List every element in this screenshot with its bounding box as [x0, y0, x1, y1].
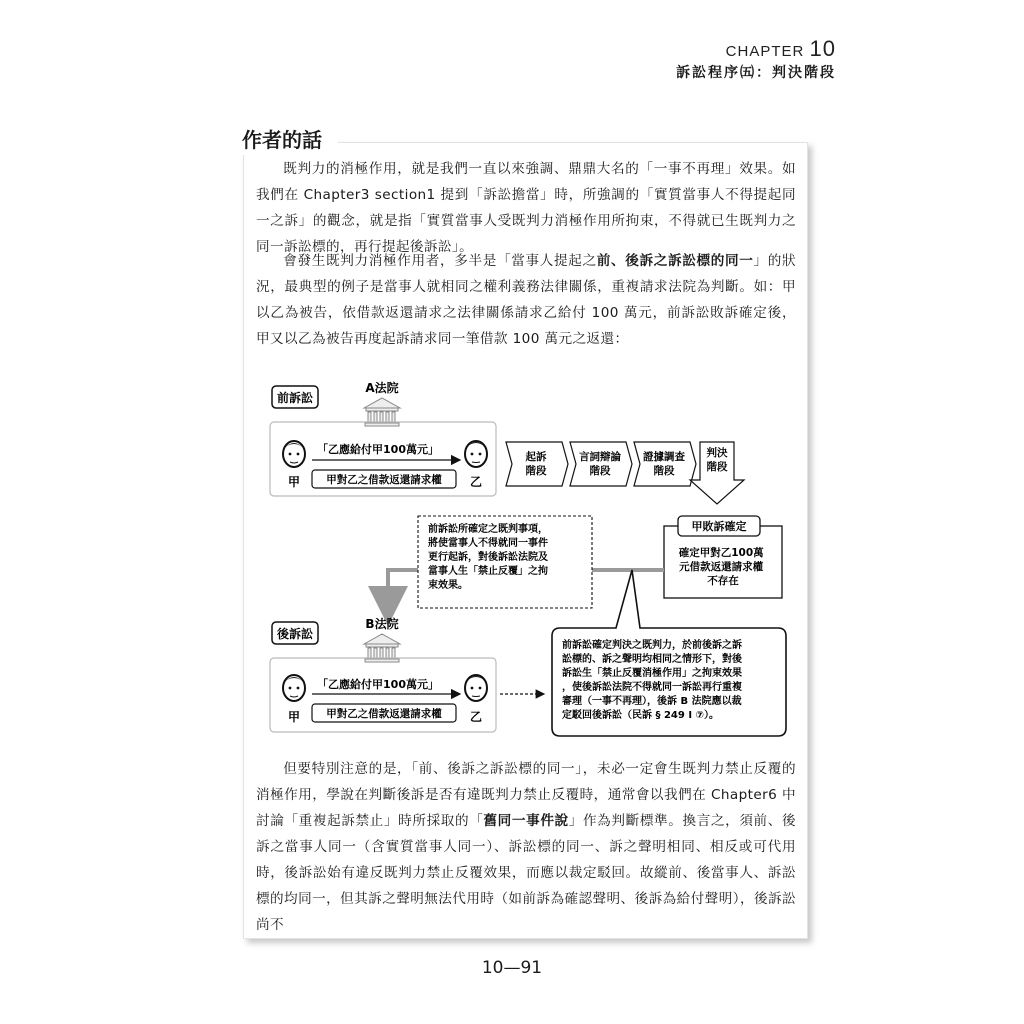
paragraph-3-text: [256, 756, 796, 938]
loss-label: 甲敗訴確定: [691, 520, 747, 533]
chapter-number: 10: [809, 36, 836, 61]
paragraph-2-part-c: 」的狀況，最典型的例子是當事人就相同之權利義務法律關係，重複請求法院為判斷。如：甲以乙為被告，依借款返還請求之法律關係請求乙給付 100 萬元，前訴訟敗訴確定後，甲又以乙為被告再度起訴請求同一筆借款 100 萬元之返還：: [256, 253, 796, 347]
paragraph-1-text: 既判力的消極作用，就是我們一直以來強調、鼎鼎大名的「一事不再理」效果。如我們在 Chapter3 section1 提到「訴訟擔當」時，所強調的「實質當事人不得提起同一之訴」的觀念，就是指「實質當事人受既判力消極作用所拘束，不得就已生既判力之同一訴訟標的，再行提起後訴訟」。: [256, 161, 796, 255]
stage-arrow-1: [506, 442, 568, 486]
callout-line-6: 定駁回後訴訟（民訴 § 249 Ⅰ ⑦）。: [562, 710, 719, 721]
stage-1-line-2: 階段: [525, 465, 547, 477]
stage-4-line-1: 判決: [706, 447, 728, 459]
litigation-diagram: [256, 378, 796, 750]
callout-line-3: 訴訟生「禁止反覆消極作用」之拘束效果: [562, 668, 742, 679]
author-note-title: 作者的話: [232, 122, 338, 155]
paragraph-3: [256, 756, 796, 938]
dashed-note-line-1: 前訴訟所確定之既判事項，: [428, 524, 548, 535]
paragraph-1: [256, 156, 796, 260]
party-b-face-back-icon: [465, 675, 487, 701]
stage-1-line-1: 起訴: [525, 451, 547, 463]
claim-front: 「乙應給付甲100萬元」: [317, 443, 439, 456]
stage-3-line-2: 階段: [653, 465, 675, 477]
party-a-back: 甲: [287, 710, 301, 724]
dashed-note-line-3: 更行起訴，對後訴訟法院及: [428, 552, 548, 563]
paragraph-3-part-a: 但要特別注意的是，「前、後訴之訴訟標的同一」，未必一定會生既判力禁止反覆的消極作用，學說在判斷後訴是否有違既判力禁止反覆時，通常會以我們在 Chapter6 中討論「重複起訴禁止」時所採取的「: [256, 761, 796, 829]
paragraph-2: [256, 248, 796, 352]
loss-text-line-3: 不存在: [707, 575, 739, 587]
stage-2-line-2: 階段: [589, 465, 611, 477]
party-a-front: 甲: [287, 475, 301, 489]
callout-line-2: 訟標的、訴之聲明均相同之情形下，對後: [562, 654, 742, 665]
front-suit-label: 前訴訟: [276, 391, 314, 405]
loss-text-line-2: 元借款返還請求權: [679, 561, 764, 573]
chapter-title: 訴訟程序㈤：判決階段: [676, 65, 836, 81]
dashed-note-line-5: 束效果。: [428, 580, 468, 591]
party-b-face-front-icon: [465, 441, 487, 467]
party-b-front: 乙: [469, 475, 483, 489]
callout-line-5: 審理（一事不再理），後訴 B 法院應以裁: [562, 696, 742, 707]
dashed-note-line-2: 將使當事人不得就同一事件: [428, 538, 548, 549]
page-number: 10—91: [481, 958, 543, 978]
right-back-label: 甲對乙之借款返還請求權: [326, 708, 442, 720]
claim-back: 「乙應給付甲100萬元」: [317, 678, 439, 691]
stage-4-line-2: 階段: [706, 461, 728, 473]
stage-2-line-1: 言詞辯論: [579, 451, 621, 463]
court-b-label: B法院: [365, 617, 399, 631]
paragraph-2-bold: 前、後訴之訴訟標的同一: [596, 253, 754, 269]
paragraph-3-part-c: 」作為判斷標準。換言之，須前、後訴之當事人同一（含實質當事人同一）、訴訟標的同一、訴之聲明相同、相反或可代用時，後訴訟始有違反既判力禁止反覆效果，而應以裁定駁回。故縱前、後當事人、訴訟標的均同一，但其訴之聲明無法代用時（如前訴為確認聲明、後訴為給付聲明），後訴訟尚不: [256, 813, 796, 933]
stage-3-line-1: 證據調查: [643, 451, 685, 463]
party-b-back: 乙: [469, 710, 483, 724]
chapter-heading: [726, 36, 836, 62]
paragraph-3-bold: 舊同一事件說: [483, 813, 569, 829]
loss-text-line-1: 確定甲對乙100萬: [678, 547, 764, 559]
party-a-face-front-icon: [283, 441, 305, 467]
callout-line-4: ，使後訴訟法院不得就同一訴訟再行重複: [562, 682, 742, 693]
stage-arrow-3: [634, 442, 696, 486]
back-suit-label: 後訴訟: [276, 627, 314, 641]
party-a-face-back-icon: [283, 675, 305, 701]
callout-line-1: 前訴訟確定判決之既判力，於前後訴之訴: [562, 640, 742, 651]
paragraph-2-part-a: 會發生既判力消極作用者，多半是「當事人提起之: [283, 253, 597, 269]
dashed-note-line-4: 當事人生「禁止反覆」之拘: [428, 566, 548, 577]
court-a-label: A法院: [365, 381, 399, 395]
paragraph-2-text: [256, 248, 796, 352]
chapter-word: CHAPTER: [725, 43, 805, 60]
stage-arrow-2: [570, 442, 632, 486]
right-front-label: 甲對乙之借款返還請求權: [326, 474, 442, 486]
